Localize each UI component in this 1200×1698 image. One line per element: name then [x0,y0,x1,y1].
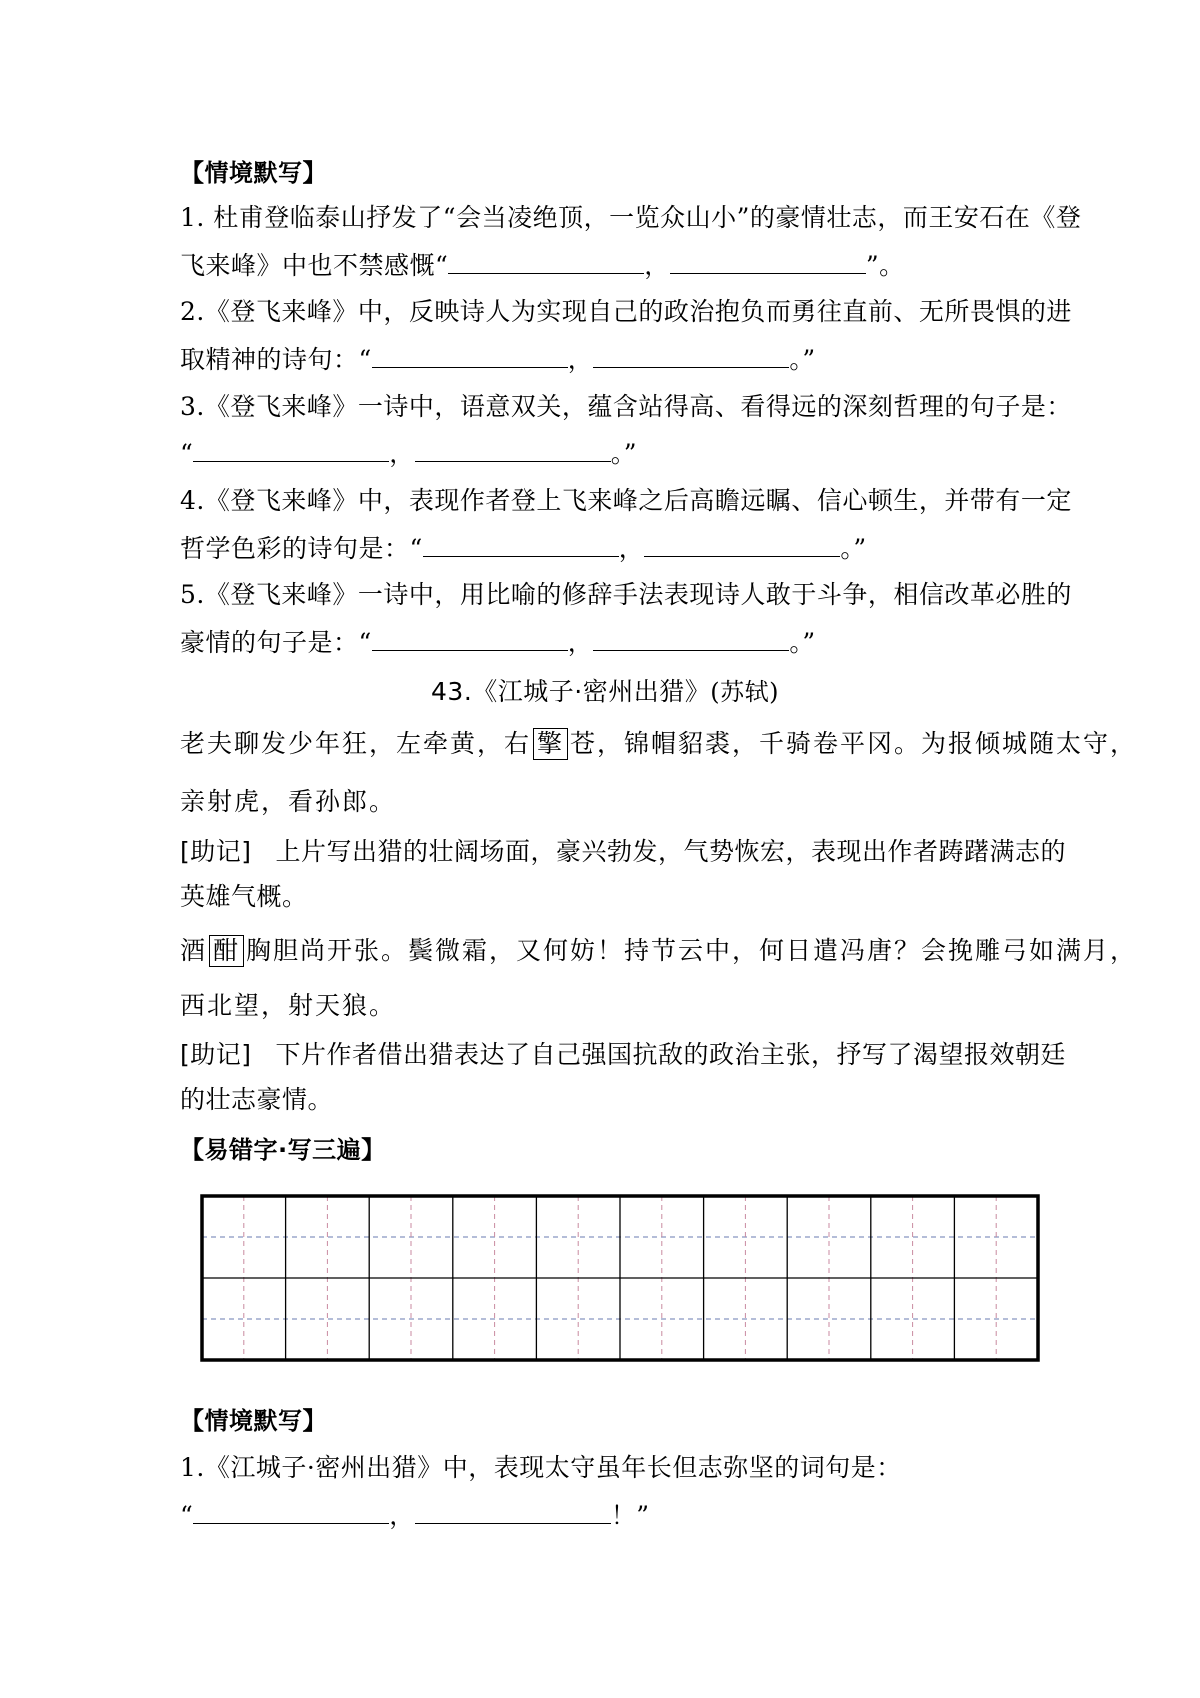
question-b1-line-1: 1.《江城子·密州出猎》中，表现太守虽年长但志弥坚的词句是： [180,1453,902,1482]
writing-grid[interactable] [200,1194,1040,1362]
question-b1-line-2 [180,1497,1030,1532]
question-2-line-2 [180,341,1030,376]
question-3-line-2 [180,435,1030,470]
text: “ [180,1501,194,1530]
question-2-line-1: 2.《登飞来峰》中，反映诗人为实现自己的政治抱负而勇往直前、无所畏惧的进 [180,297,1072,326]
note-label: [助记] [180,837,252,866]
answer-blank[interactable] [415,1497,611,1524]
text: ， [389,439,415,468]
text: 胸胆尚开张。鬓微霜，又何妨！持节云中，何日遣冯唐？会挽雕弓如满月， [246,936,1138,965]
poem-title: 43.《江城子·密州出猎》 [431,677,711,706]
question-1-line-2 [180,247,1030,282]
question-5-line-1: 5.《登飞来峰》一诗中，用比喻的修辞手法表现诗人敢于斗争，相信改革必胜的 [180,580,1072,609]
highlighted-character: 酣 [209,935,244,967]
text: ， [567,628,594,657]
highlighted-character: 擎 [533,728,568,760]
text: 。” [789,345,816,374]
poem-author: (苏轼) [710,678,779,706]
question-4-line-2 [180,530,1030,565]
poem-line-2: 亲射虎，看孙郎。 [180,787,397,816]
text: ， [389,1501,415,1530]
text: 上片写出猎的壮阔场面，豪兴勃发，气势恢宏，表现出作者踌躇满志的 [275,837,1067,866]
answer-blank[interactable] [593,341,789,368]
poem-line-3 [180,935,1138,967]
question-1-line-1: 1. 杜甫登临泰山抒发了“会当凌绝顶，一览众山小”的豪情壮志，而王安石在《登 [180,203,1082,232]
section-heading-2: 【情境默写】 [180,1407,327,1435]
text: 。” [789,628,816,657]
answer-blank[interactable] [415,435,611,462]
text: 哲学色彩的诗句是：“ [180,534,423,563]
note-2-line-2: 的壮志豪情。 [180,1085,334,1114]
text: ”。 [865,251,905,280]
answer-blank[interactable] [448,247,644,274]
answer-blank[interactable] [644,530,840,557]
poem-line-1 [180,728,1138,760]
section-heading: 【情境默写】 [180,159,327,187]
note-1-line-1 [180,836,1067,868]
poem-line-4: 西北望，射天狼。 [180,991,397,1020]
note-2-line-1 [180,1039,1067,1071]
answer-blank[interactable] [593,624,789,651]
answer-blank[interactable] [670,247,866,274]
question-5-line-2 [180,624,1030,659]
answer-blank[interactable] [372,624,568,651]
text: 。” [840,534,867,563]
text: 酒 [180,936,208,965]
text: 取精神的诗句：“ [180,345,372,374]
note-label: [助记] [180,1040,252,1069]
answer-blank[interactable] [193,435,389,462]
text: “ [180,439,194,468]
note-1-line-2: 英雄气概。 [180,882,308,911]
text: 苍，锦帽貂裘，千骑卷平冈。为报倾城随太守， [570,729,1138,758]
text: ， [618,534,645,563]
text: ， [644,251,670,280]
text: 。” [610,439,638,468]
text: 豪情的句子是：“ [180,628,372,657]
text: 飞来峰》中也不禁感慨“ [180,251,449,280]
text: 老夫聊发少年狂，左牵黄，右 [180,729,532,758]
text: 下片作者借出猎表达了自己强国抗敌的政治主张，抒写了渴望报效朝廷 [275,1040,1067,1069]
practice-heading: 【易错字·写三遍】 [180,1136,386,1164]
writing-grid-svg [200,1194,1040,1362]
question-3-line-1: 3.《登飞来峰》一诗中，语意双关，蕴含站得高、看得远的深刻哲理的句子是： [180,392,1072,421]
answer-blank[interactable] [193,1497,389,1524]
question-4-line-1: 4.《登飞来峰》中，表现作者登上飞来峰之后高瞻远瞩、信心顿生，并带有一定 [180,486,1072,515]
answer-blank[interactable] [423,530,619,557]
text: ！” [610,1501,650,1530]
answer-blank[interactable] [372,341,568,368]
poem-title-line [180,676,1030,708]
text: ， [567,345,594,374]
